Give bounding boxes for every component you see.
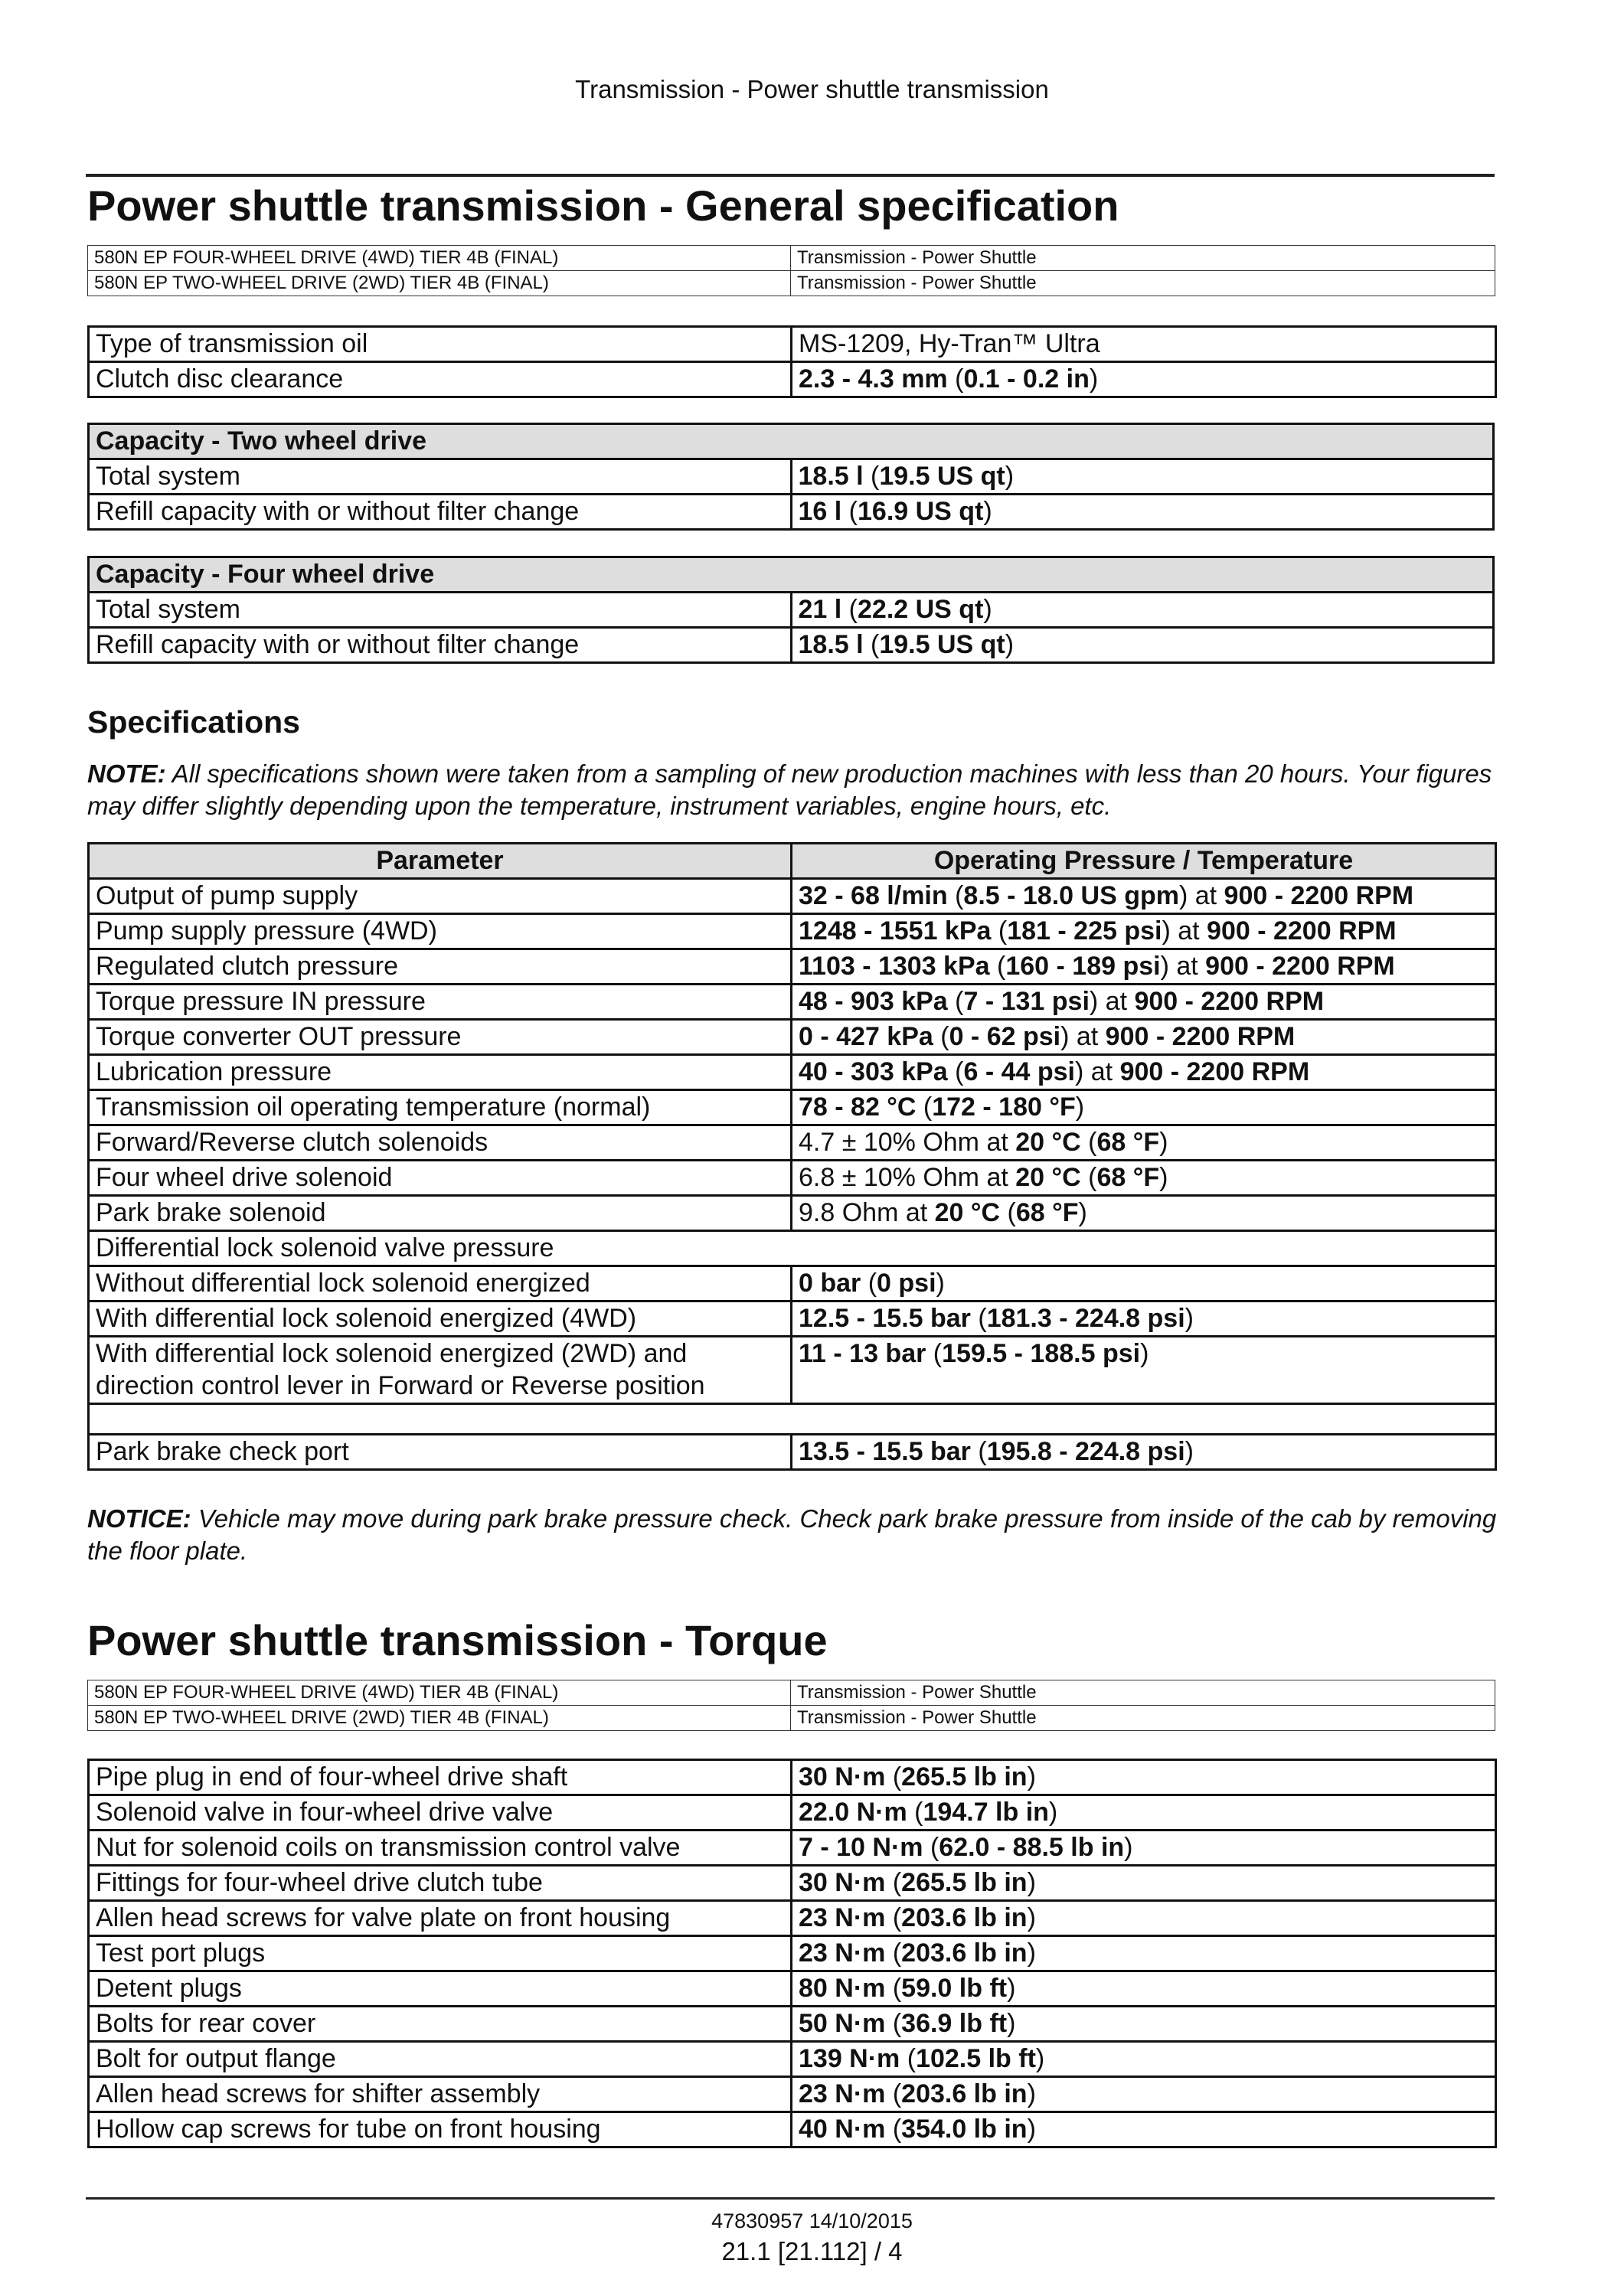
general-spec-title: Power shuttle transmission - General specification [87,181,1119,230]
model-system: Transmission - Power Shuttle [791,1706,1495,1731]
table-header-row [89,424,1494,459]
torque-value: 30 N·m (265.5 lb in) [792,1760,1496,1795]
spec-value: 12.5 - 15.5 bar (181.3 - 224.8 psi) [792,1302,1496,1337]
spec-row [89,1266,1496,1302]
spec-label: With differential lock solenoid energized (2WD) and direction control lever in Forward or Reverse position [89,1337,792,1404]
model-name: 580N EP TWO-WHEEL DRIVE (2WD) TIER 4B (FINAL) [88,1706,791,1731]
spec-label: Output of pump supply [89,879,792,914]
torque-title: Power shuttle transmission - Torque [87,1616,828,1664]
spec-label: Torque converter OUT pressure [89,1020,792,1055]
torque-label: Fittings for four-wheel drive clutch tube [89,1866,792,1901]
oil-table [87,325,1497,398]
spec-row [89,1337,1496,1404]
spec-value: 32 - 68 l/min (8.5 - 18.0 US gpm) at 900 - 2200 RPM [792,879,1496,914]
spec-row [89,628,1494,663]
park-brake-notice [87,1503,1504,1567]
torque-value: 7 - 10 N·m (62.0 - 88.5 lb in) [792,1831,1496,1866]
spec-row [89,327,1496,362]
spec-label: Total system [89,459,792,495]
torque-label: Test port plugs [89,1936,792,1971]
spec-value: 2.3 - 4.3 mm (0.1 - 0.2 in) [792,362,1496,397]
spec-row [89,985,1496,1020]
torque-row [89,1901,1496,1936]
spec-label: Park brake solenoid [89,1196,792,1231]
torque-row [89,1795,1496,1831]
torque-row [89,2112,1496,2147]
notice-text: Vehicle may move during park brake pressure check. Check park brake pressure from inside of the cab by removing the floor plate. [87,1504,1497,1565]
spec-row [89,593,1494,628]
torque-label: Allen head screws for valve plate on front housing [89,1901,792,1936]
spec-row [89,1435,1496,1470]
torque-label: Pipe plug in end of four-wheel drive shaft [89,1760,792,1795]
spec-label: Refill capacity with or without filter change [89,628,792,663]
model-row [88,271,1495,296]
model-row [88,1706,1495,1731]
spec-value: 9.8 Ohm at 20 °C (68 °F) [792,1196,1496,1231]
col-header-parameter: Parameter [89,844,792,879]
spec-row [89,949,1496,985]
spec-value: 11 - 13 bar (159.5 - 188.5 psi) [792,1337,1496,1404]
spec-value: 4.7 ± 10% Ohm at 20 °C (68 °F) [792,1125,1496,1161]
footer-page-number: 21.1 [21.112] / 4 [721,2237,903,2265]
empty-row [89,1404,1496,1435]
spec-row [89,459,1494,495]
spec-value: 6.8 ± 10% Ohm at 20 °C (68 °F) [792,1161,1496,1196]
spec-row [89,1055,1496,1090]
spec-label: Regulated clutch pressure [89,949,792,985]
torque-value: 23 N·m (203.6 lb in) [792,1936,1496,1971]
spec-label: Clutch disc clearance [89,362,792,397]
torque-row [89,2042,1496,2077]
torque-value: 30 N·m (265.5 lb in) [792,1866,1496,1901]
spec-row [89,1125,1496,1161]
torque-row [89,1831,1496,1866]
model-system: Transmission - Power Shuttle [791,246,1495,271]
spec-label: Torque pressure IN pressure [89,985,792,1020]
spec-label: Forward/Reverse clutch solenoids [89,1125,792,1161]
top-rule [86,174,1495,177]
model-name: 580N EP FOUR-WHEEL DRIVE (4WD) TIER 4B (FINAL) [88,1680,791,1706]
spec-value: 18.5 l (19.5 US qt) [791,459,1494,495]
spec-label: Lubrication pressure [89,1055,792,1090]
torque-table [87,1759,1497,2148]
specifications-note [87,758,1504,822]
spec-label: Differential lock solenoid valve pressure [89,1231,1496,1266]
notice-label: NOTICE: [87,1504,191,1533]
footer-doc-ref: 47830957 14/10/2015 [711,2209,913,2232]
note-label: NOTE: [87,759,166,788]
spec-row [89,1302,1496,1337]
capacity-2wd-table [87,423,1495,531]
spec-row [89,1196,1496,1231]
torque-row [89,1760,1496,1795]
spec-value: 21 l (22.2 US qt) [791,593,1494,628]
spec-row [89,1161,1496,1196]
model-name: 580N EP FOUR-WHEEL DRIVE (4WD) TIER 4B (FINAL) [88,246,791,271]
spec-label: Refill capacity with or without filter change [89,495,792,530]
spec-label: Four wheel drive solenoid [89,1161,792,1196]
torque-row [89,1971,1496,2007]
spec-value: 1248 - 1551 kPa (181 - 225 psi) at 900 - 2200 RPM [792,914,1496,949]
torque-model-table [87,1680,1495,1731]
spec-value: 40 - 303 kPa (6 - 44 psi) at 900 - 2200 RPM [792,1055,1496,1090]
model-row [88,246,1495,271]
spec-value: 18.5 l (19.5 US qt) [791,628,1494,663]
spec-value: 1103 - 1303 kPa (160 - 189 psi) at 900 - 2200 RPM [792,949,1496,985]
spec-row [89,1020,1496,1055]
spec-row [89,495,1494,530]
spec-value: 0 bar (0 psi) [792,1266,1496,1302]
capacity-2wd-header: Capacity - Two wheel drive [89,424,1494,459]
model-system: Transmission - Power Shuttle [791,271,1495,296]
specifications-heading: Specifications [87,704,300,740]
model-system: Transmission - Power Shuttle [791,1680,1495,1706]
spec-row [89,879,1496,914]
torque-value: 23 N·m (203.6 lb in) [792,2077,1496,2112]
spec-label: Type of transmission oil [89,327,792,362]
torque-label: Detent plugs [89,1971,792,2007]
running-header: Transmission - Power shuttle transmission [575,75,1049,103]
torque-row [89,1936,1496,1971]
general-model-table [87,245,1495,296]
torque-label: Solenoid valve in four-wheel drive valve [89,1795,792,1831]
note-text: All specifications shown were taken from a sampling of new production machines with less than 20 hours. Your figures may differ slightly depending upon the temperature, instrument variables, engine hours, etc. [87,759,1492,820]
torque-value: 80 N·m (59.0 lb ft) [792,1971,1496,2007]
model-name: 580N EP TWO-WHEEL DRIVE (2WD) TIER 4B (FINAL) [88,271,791,296]
torque-label: Allen head screws for shifter assembly [89,2077,792,2112]
spec-label: Without differential lock solenoid energized [89,1266,792,1302]
torque-value: 22.0 N·m (194.7 lb in) [792,1795,1496,1831]
torque-label: Nut for solenoid coils on transmission control valve [89,1831,792,1866]
spec-row [89,1231,1496,1266]
spec-label: Total system [89,593,792,628]
spec-label: With differential lock solenoid energized (4WD) [89,1302,792,1337]
torque-label: Bolts for rear cover [89,2007,792,2042]
bottom-rule [86,2197,1495,2200]
torque-label: Hollow cap screws for tube on front housing [89,2112,792,2147]
torque-value: 40 N·m (354.0 lb in) [792,2112,1496,2147]
col-header-operating: Operating Pressure / Temperature [792,844,1496,879]
spec-label: Transmission oil operating temperature (normal) [89,1090,792,1125]
spec-value: 13.5 - 15.5 bar (195.8 - 224.8 psi) [792,1435,1496,1470]
torque-row [89,2077,1496,2112]
torque-row [89,1866,1496,1901]
spec-row [89,1090,1496,1125]
torque-value: 139 N·m (102.5 lb ft) [792,2042,1496,2077]
spec-label: Park brake check port [89,1435,792,1470]
spec-row [89,362,1496,397]
spec-value: 0 - 427 kPa (0 - 62 psi) at 900 - 2200 RPM [792,1020,1496,1055]
table-header-row [89,557,1494,593]
empty-cell [89,1404,1496,1435]
spec-value: 16 l (16.9 US qt) [791,495,1494,530]
torque-value: 23 N·m (203.6 lb in) [792,1901,1496,1936]
spec-row [89,914,1496,949]
spec-value: 48 - 903 kPa (7 - 131 psi) at 900 - 2200 RPM [792,985,1496,1020]
torque-label: Bolt for output flange [89,2042,792,2077]
table-header-row [89,844,1496,879]
spec-value: MS-1209, Hy-Tran™ Ultra [792,327,1496,362]
torque-row [89,2007,1496,2042]
model-row [88,1680,1495,1706]
capacity-4wd-table [87,556,1495,664]
spec-value: 78 - 82 °C (172 - 180 °F) [792,1090,1496,1125]
capacity-4wd-header: Capacity - Four wheel drive [89,557,1494,593]
specifications-table [87,842,1497,1471]
spec-label: Pump supply pressure (4WD) [89,914,792,949]
torque-value: 50 N·m (36.9 lb ft) [792,2007,1496,2042]
